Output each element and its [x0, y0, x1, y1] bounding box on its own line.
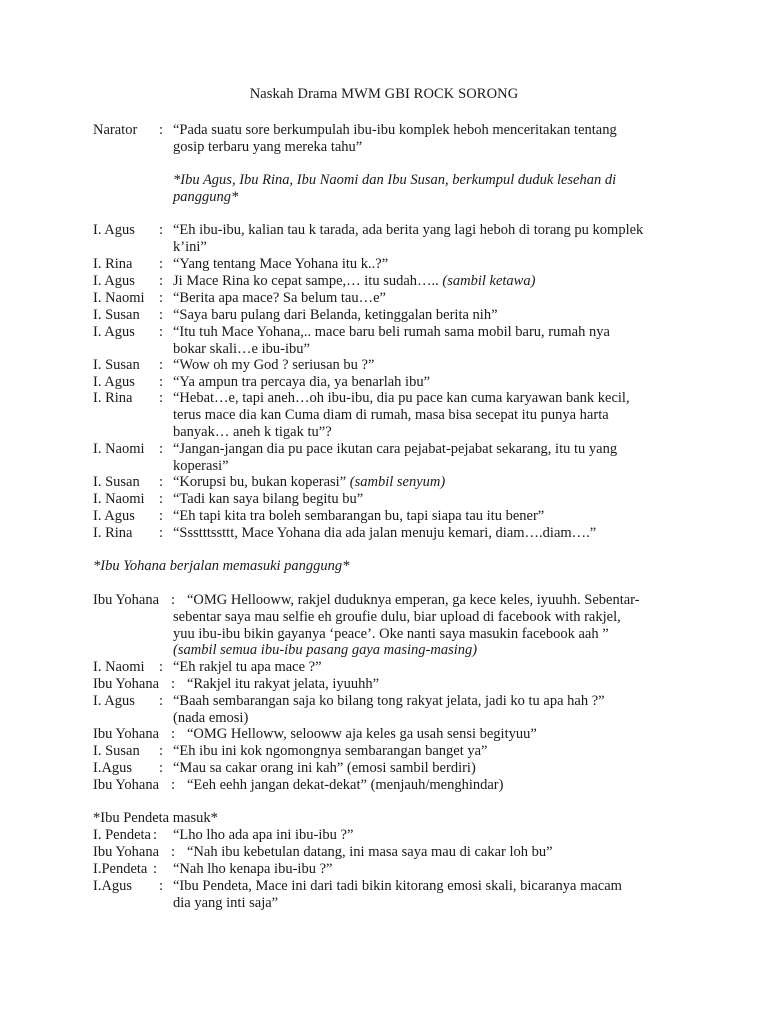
dialogue-text	[173, 525, 688, 542]
line: “Eh tapi kita tra boleh sembarangan bu, tapi siapa tau itu bener”	[173, 508, 545, 524]
line: banyak… aneh k tigak tu”?	[173, 424, 332, 440]
colon: :	[159, 693, 164, 709]
colon: :	[171, 592, 176, 608]
speaker-name: I. Susan	[93, 357, 140, 373]
dialogue-text	[173, 491, 688, 508]
line: “Yang tentang Mace Yohana itu k..?”	[173, 256, 389, 272]
speaker-name: Narator	[93, 122, 138, 138]
line: “OMG Hellooww, rakjel duduknya emperan, ga kece keles, iyuuhh. Sebentar-	[187, 592, 640, 608]
speaker-name: I.Agus	[93, 878, 133, 894]
line: “Rakjel itu rakyat jelata, iyuuhh”	[187, 676, 380, 692]
speaker-name: I. Agus	[93, 508, 135, 524]
line: “Baah sembarangan saja ko bilang tong rakyat jelata, jadi ko tu apa hah ?”	[173, 693, 605, 709]
speaker-name: I. Susan	[93, 743, 140, 759]
line: “Wow oh my God ? seriusan bu ?”	[173, 357, 375, 373]
colon: :	[171, 726, 176, 742]
stage-note: (sambil ketawa)	[442, 273, 536, 289]
line: panggung*	[173, 189, 239, 205]
dialogue-text	[173, 390, 688, 441]
line: bokar skali…e ibu-ibu”	[173, 341, 310, 357]
speaker-name: I. Agus	[93, 273, 135, 289]
speaker-name: I. Agus	[93, 222, 135, 238]
dialogue-text	[173, 374, 688, 391]
line: “Ssstttssttt, Mace Yohana dia ada jalan menuju kemari, diam….diam….”	[173, 525, 597, 541]
speaker-name: I. Naomi	[93, 491, 145, 507]
line: “Berita apa mace? Sa belum tau…e”	[173, 290, 386, 306]
colon: :	[159, 491, 164, 507]
colon: :	[159, 390, 164, 406]
colon: :	[159, 324, 164, 340]
speaker-name: I. Agus	[93, 693, 135, 709]
colon: :	[159, 441, 164, 457]
line: k’ini”	[173, 239, 207, 255]
colon: :	[159, 357, 164, 373]
colon: :	[159, 122, 164, 138]
speaker-name: Ibu Yohana	[93, 777, 160, 793]
stage-direction: *Ibu Yohana berjalan memasuki panggung*	[93, 558, 350, 574]
line: “Mau sa cakar orang ini kah” (emosi sambil berdiri)	[173, 760, 476, 776]
line: “Jangan-jangan dia pu pace ikutan cara pejabat-pejabat sekarang, itu tu yang	[173, 441, 618, 457]
line: Ji Mace Rina ko cepat sampe,… itu sudah…..	[173, 273, 443, 289]
speaker-name: I. Naomi	[93, 441, 145, 457]
colon: :	[159, 525, 164, 541]
stage-direction: *Ibu Pendeta masuk*	[93, 810, 218, 826]
speaker-name: I. Agus	[93, 324, 135, 340]
line: “Eeh eehh jangan dekat-dekat” (menjauh/menghindar)	[187, 777, 504, 793]
colon: :	[159, 760, 164, 776]
dialogue-text	[173, 307, 688, 324]
speaker-name: I. Susan	[93, 307, 140, 323]
colon: :	[171, 777, 176, 793]
colon: :	[159, 222, 164, 238]
dialogue-text	[173, 290, 688, 307]
speaker-name: Ibu Yohana	[93, 726, 160, 742]
dialogue-text	[173, 474, 688, 491]
dialogue-text	[173, 256, 688, 273]
speaker-name: I. Rina	[93, 256, 133, 272]
dialogue-text	[173, 508, 688, 525]
speaker-name: I.Pendeta	[93, 861, 148, 877]
line: “Eh ibu-ibu, kalian tau k tarada, ada berita yang lagi heboh di torang pu komplek	[173, 222, 644, 238]
dialogue-text	[173, 122, 688, 156]
colon: :	[153, 827, 158, 843]
colon: :	[159, 374, 164, 390]
speaker-name: I. Susan	[93, 474, 140, 490]
speaker-name: I.Agus	[93, 760, 133, 776]
line: terus mace dia kan Cuma diam di rumah, masa bisa secepat itu punya harta	[173, 407, 609, 423]
speaker-name: I. Pendeta	[93, 827, 151, 843]
line: *Ibu Agus, Ibu Rina, Ibu Naomi dan Ibu Susan, berkumpul duduk lesehan di	[173, 172, 617, 188]
colon: :	[159, 256, 164, 272]
speaker-name: I. Agus	[93, 374, 135, 390]
colon: :	[159, 659, 164, 675]
line: “Eh ibu ini kok ngomongnya sembarangan banget ya”	[173, 743, 488, 759]
speaker-name: I. Naomi	[93, 290, 145, 306]
line: yuu ibu-ibu bikin gayanya ‘peace’. Oke nanti saya masukin facebook aah ”	[173, 626, 609, 642]
speaker-name: Ibu Yohana	[93, 676, 160, 692]
dialogue-text	[173, 222, 688, 256]
line: “Tadi kan saya bilang begitu bu”	[173, 491, 364, 507]
line: “OMG Helloww, selooww aja keles ga usah sensi begityuu”	[187, 726, 537, 742]
speaker-name: Ibu Yohana	[93, 592, 160, 608]
colon: :	[159, 878, 164, 894]
line: dia yang inti saja”	[173, 895, 279, 911]
colon: :	[159, 474, 164, 490]
line: “Ibu Pendeta, Mace ini dari tadi bikin kitorang emosi skali, bicaranya macam	[173, 878, 622, 894]
speaker-name: I. Rina	[93, 390, 133, 406]
speaker-name: Ibu Yohana	[93, 844, 160, 860]
colon: :	[159, 307, 164, 323]
line: sebentar saya mau selfie eh groufie dulu, biar upload di facebook with rakjel,	[173, 609, 621, 625]
line: “Nah lho kenapa ibu-ibu ?”	[173, 861, 333, 877]
colon: :	[159, 743, 164, 759]
dialogue-text	[173, 273, 688, 290]
line: gosip terbaru yang mereka tahu”	[173, 139, 363, 155]
dialogue-text	[173, 357, 688, 374]
stage-note: (sambil senyum)	[349, 474, 446, 490]
colon: :	[159, 290, 164, 306]
line: koperasi”	[173, 458, 229, 474]
line: “Hebat…e, tapi aneh…oh ibu-ibu, dia pu pace kan cuma karyawan bank kecil,	[173, 390, 630, 406]
dialogue-text	[173, 324, 688, 358]
stage-note: (sambil semua ibu-ibu pasang gaya masing-masing)	[173, 642, 478, 658]
dialogue-text	[173, 441, 688, 475]
colon: :	[159, 508, 164, 524]
speaker-name: I. Rina	[93, 525, 133, 541]
line: “Pada suatu sore berkumpulah ibu-ibu komplek heboh menceritakan tentang	[173, 122, 617, 138]
colon: :	[171, 844, 176, 860]
line: “Lho lho ada apa ini ibu-ibu ?”	[173, 827, 354, 843]
line: “Ya ampun tra percaya dia, ya benarlah ibu”	[173, 374, 430, 390]
colon: :	[153, 861, 158, 877]
colon: :	[159, 273, 164, 289]
page-title: Naskah Drama MWM GBI ROCK SORONG	[249, 86, 519, 102]
line: “Nah ibu kebetulan datang, ini masa saya mau di cakar loh bu”	[187, 844, 553, 860]
line: “Korupsi bu, bukan koperasi”	[173, 474, 350, 490]
line: “Saya baru pulang dari Belanda, ketinggalan berita nih”	[173, 307, 498, 323]
line: (nada emosi)	[173, 710, 249, 726]
line: “Eh rakjel tu apa mace ?”	[173, 659, 322, 675]
line: “Itu tuh Mace Yohana,.. mace baru beli rumah sama mobil baru, rumah nya	[173, 324, 610, 340]
speaker-name: I. Naomi	[93, 659, 145, 675]
colon: :	[171, 676, 176, 692]
